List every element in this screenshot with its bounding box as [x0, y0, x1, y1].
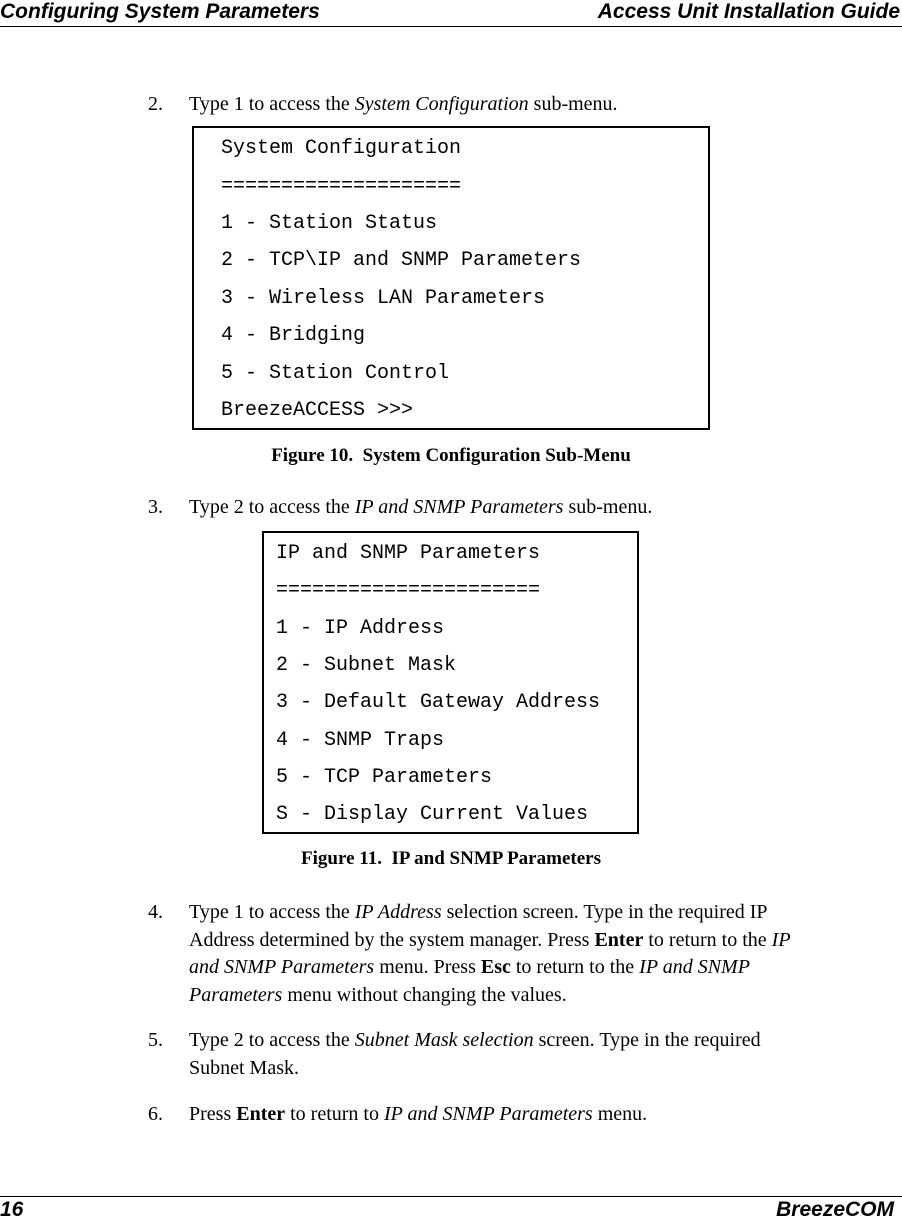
step-5: [148, 1027, 868, 1083]
terminal-line: 4 - Bridging: [221, 324, 366, 347]
step-number: 3.: [148, 496, 163, 518]
step-text: Type 1 to access the IP Address selection screen. Type in the required IP Address determined by the system manager. Press Enter to return to the IP and SNMP Parameters menu. Press Esc to return to the IP and SNMP Parameters menu without changing the values.: [189, 901, 791, 1006]
footer-brand: BreezeCOM: [776, 1198, 894, 1221]
figure-caption: Figure 11. IP and SNMP Parameters: [301, 848, 601, 869]
terminal-line: 1 - IP Address: [276, 617, 445, 640]
terminal-line: 4 - SNMP Traps: [276, 729, 445, 752]
header-doc-title: Access Unit Installation Guide: [597, 0, 900, 23]
step-number: 5.: [148, 1029, 163, 1051]
step-text: Type 1 to access the System Configuration sub-menu.: [189, 93, 618, 115]
ip-snmp-parameters-terminal: [262, 531, 639, 834]
terminal-prompt: BreezeACCESS >>>: [221, 399, 414, 422]
terminal-line: ====================: [221, 175, 462, 198]
step-4: [148, 899, 868, 1011]
terminal-line: System Configuration: [221, 137, 462, 160]
terminal-line: ======================: [276, 579, 541, 602]
terminal-line: 5 - TCP Parameters: [276, 766, 493, 789]
step-text: Type 2 to access the Subnet Mask selection screen. Type in the required Subnet Mask.: [189, 1029, 761, 1079]
header-section-title: Configuring System Parameters: [0, 0, 320, 23]
figure-caption: Figure 10. System Configuration Sub-Menu: [271, 445, 631, 466]
terminal-line: 2 - TCP\IP and SNMP Parameters: [221, 249, 582, 272]
step-number: 6.: [148, 1103, 163, 1125]
step-number: 4.: [148, 901, 163, 923]
terminal-line: 1 - Station Status: [221, 212, 438, 235]
terminal-line: IP and SNMP Parameters: [276, 542, 541, 565]
terminal-line: 2 - Subnet Mask: [276, 654, 457, 677]
page-footer: [0, 1196, 902, 1220]
system-configuration-terminal: [192, 126, 710, 430]
step-text: Press Enter to return to IP and SNMP Parameters menu.: [189, 1103, 648, 1125]
terminal-line: 3 - Default Gateway Address: [276, 691, 601, 714]
page-header: [0, 0, 902, 27]
page-number: 16: [0, 1198, 24, 1221]
terminal-line: S - Display Current Values: [276, 803, 589, 826]
step-text: Type 2 to access the IP and SNMP Parameters sub-menu.: [189, 496, 653, 518]
terminal-line: 3 - Wireless LAN Parameters: [221, 287, 546, 310]
terminal-line: 5 - Station Control: [221, 362, 450, 385]
step-number: 2.: [148, 93, 163, 115]
